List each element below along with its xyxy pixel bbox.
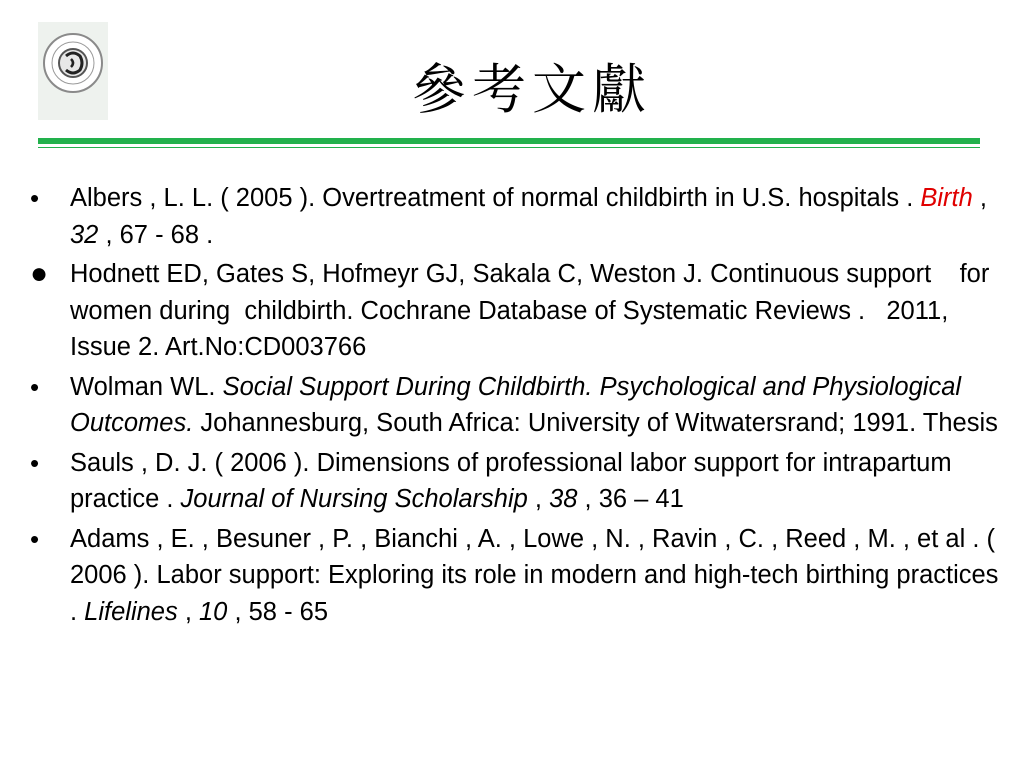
list-item <box>30 521 1005 631</box>
bullet: • <box>30 371 40 402</box>
reference-text: Sauls , D. J. ( 2006 ). Dimensions of professional labor support for intrapartum practice . Journal of Nursing Scholarship , 38 , 36 – 41 <box>70 448 952 513</box>
title-rule-thick <box>38 138 980 144</box>
volume: 32 <box>70 220 99 249</box>
list-item <box>30 180 1005 253</box>
bullet: • <box>30 447 40 478</box>
list-item <box>30 256 1005 366</box>
book-title: Social Support During Childbirth. Psychological and Physiological Outcomes. <box>70 372 962 437</box>
bullet: • <box>30 523 40 554</box>
reference-text: Hodnett ED, Gates S, Hofmeyr GJ, Sakala C, Weston J. Continuous support for women during childbirth. Cochrane Database of Systematic Reviews . 2011, Issue 2. Art.No:CD003766 <box>70 260 990 361</box>
page-title: 參考文獻 <box>412 58 652 121</box>
list-item <box>30 369 1005 442</box>
reference-text: Wolman WL. Social Support During Childbirth. Psychological and Physiological Outcomes. Johannesburg, South Africa: University of Witwatersrand; 1991. Thesis <box>70 372 998 437</box>
volume: 10 <box>199 597 228 626</box>
bullet: ● <box>30 257 49 290</box>
title-rule-thin <box>38 147 980 148</box>
journal-name: Lifelines <box>84 597 178 626</box>
reference-text: Adams , E. , Besuner , P. , Bianchi , A. , Lowe , N. , Ravin , C. , Reed , M. , et al . ( 2006 ). Labor support: Exploring its role in modern and high-tech birthing practices . Lifelines , 10 , 58 - 65 <box>70 524 999 626</box>
reference-list <box>30 180 1005 633</box>
bullet: • <box>30 183 40 213</box>
list-item <box>30 445 1005 518</box>
reference-text: Albers , L. L. ( 2005 ). Overtreatment of normal childbirth in U.S. hospitals . Birth , 32 , 67 - 68 . <box>70 184 987 249</box>
journal-name: Journal of Nursing Scholarship <box>180 485 528 513</box>
journal-name: Birth <box>920 184 973 212</box>
volume: 38 <box>549 485 578 513</box>
